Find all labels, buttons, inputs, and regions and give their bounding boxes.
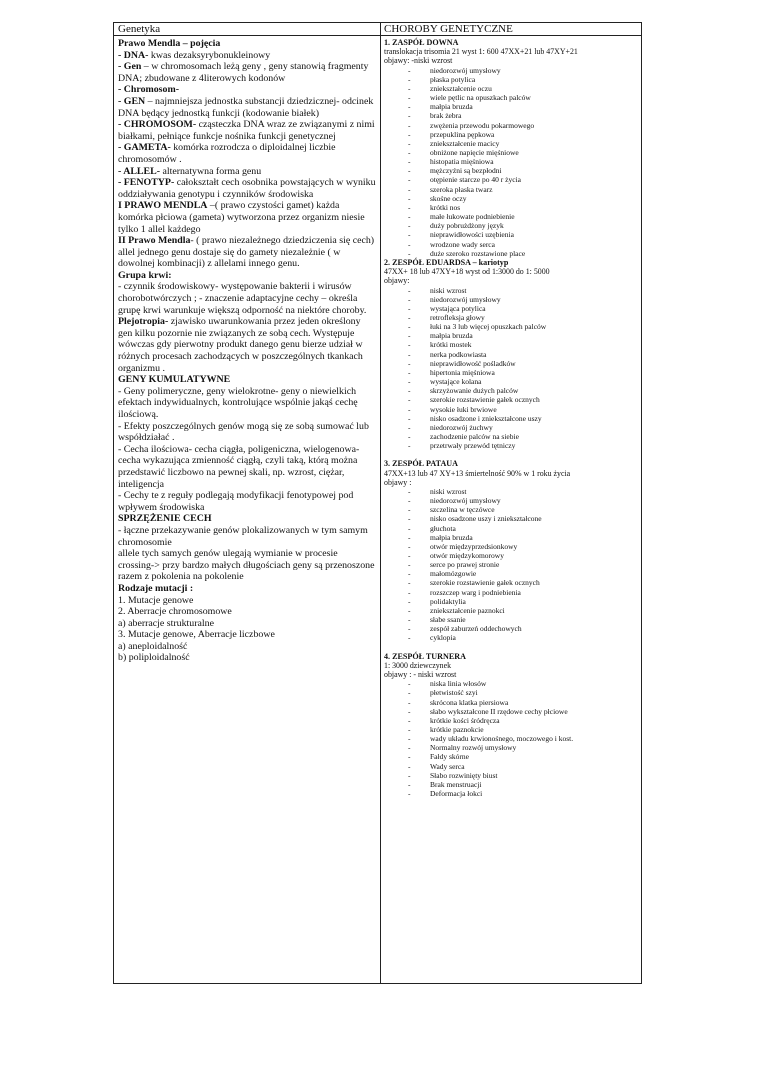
turner-info: 1: 3000 dziewczynek [384, 660, 452, 670]
mut-item: b) poliploidalność [118, 652, 190, 664]
symptom-item: - histopatia mięśniowa [384, 157, 639, 166]
symptom-item: - niedorozwój umysłowy [384, 295, 639, 304]
symptom-item: - zniekształcenie paznokci [384, 606, 639, 615]
edwards-info: 47XX+ 18 lub 47XY+18 wyst od 1:3000 do 1: 5000 [384, 267, 550, 277]
kumul-text-1: - Geny polimeryczne, geny wielokrotne- geny o niewielkich efektach indywidualnych, kontrolujące wspólnie jakąś cechę ilościową. [118, 385, 358, 420]
chromosom-entry: - Chromosom- [118, 84, 179, 96]
symptom-item: - zespół zaburzeń oddechowych [384, 624, 639, 633]
symptom-item: - otwór międzyprzedsionkowy [384, 542, 639, 551]
mut-item: 2. Aberracje chromosomowe [118, 606, 232, 618]
patau-info: 47XX+13 lub 47 XY+13 śmiertelność 90% w 1 roku życia [384, 468, 571, 478]
edwards-title: 2. ZESPÓŁ EDUARDSA – kariotyp [384, 257, 509, 267]
patau-title: 3. ZESPÓŁ PATAUA [384, 459, 458, 469]
blood-title: Grupa krwi: [118, 269, 172, 281]
symptom-item: - brak żebra [384, 111, 639, 120]
symptom-item: - małpia bruzda [384, 533, 639, 542]
diseases-column [384, 38, 639, 798]
kumul-text-3: - Cecha ilościowa- cecha ciągła, poligeniczna, wielogenowa- cecha wykazująca zmienność ciągłą, czyli taką, którą można przedstawić liczbowo na pewnej skali, np. wzrost, ciężar, inteligencja [118, 443, 360, 490]
gen2-entry: - GEN – najmniejsza jednostka substancji dziedzicznej- odcinek DNA będący jednostką funkcji (kodowanie białek) [118, 95, 374, 119]
allel-entry: - ALLEL- alternatywna forma genu [118, 165, 262, 177]
kumul-text-4: - Cechy te z reguły podlegają modyfikacji fenotypowej pod wpływem środowiska [118, 490, 354, 513]
symptom-item: - Deformacja łokci [384, 789, 639, 798]
edwards-symptoms-label: objawy: [384, 276, 410, 286]
symptom-item: - wiele pętlic na opuszkach palców [384, 93, 639, 102]
symptom-item: - nieprawidłowość pośladków [384, 359, 639, 368]
symptom-item: - skrzyżowanie dużych palców [384, 386, 639, 395]
symptom-item: - małpia bruzda [384, 102, 639, 111]
symptom-item: - szeroka płaska twarz [384, 185, 639, 194]
chromosom2-entry: - CHROMOSOM- cząsteczka DNA wraz ze związanymi z nimi białkami, pełniące funkcje nośnika funkcji genetycznej [118, 119, 375, 142]
symptom-item: - przepuklina pępkowa [384, 130, 639, 139]
symptom-item: - hipertonia mięśniowa [384, 368, 639, 377]
turner-symptom-list [384, 679, 639, 798]
down-symptoms-label: objawy: -niski wzrost [384, 56, 453, 66]
symptom-item: - słabe ssanie [384, 615, 639, 624]
symptom-item: - Słabo rozwinięty biust [384, 771, 639, 780]
column-divider [380, 23, 381, 983]
symptom-item: - krótki mostek [384, 340, 639, 349]
symptom-item: - małe łukowate podniebienie [384, 212, 639, 221]
mut-title: Rodzaje mutacji : [118, 582, 194, 594]
symptom-item: - Wady serca [384, 762, 639, 771]
symptom-item: - obniżone napięcie mięśniowe [384, 148, 639, 157]
gameta-entry: - GAMETA- komórka rozrodcza o diploidalnej liczbie chromosomów . [118, 142, 336, 165]
symptom-item: - niedorozwój umysłowy [384, 496, 639, 505]
symptom-item: - wysokie łuki brwiowe [384, 405, 639, 414]
header-genetyka: Genetyka [114, 23, 380, 36]
edwards-symptom-list [384, 286, 639, 451]
symptom-item: - skrócona klatka piersiowa [384, 698, 639, 707]
blood-text: - czynnik środowiskowy- występowanie bakterii i wirusów chorobotwórczych ; - znaczenie adaptacyjne cechy – określa grupę krwi warunkuje większą odporność na niektóre choroby. [118, 281, 367, 316]
symptom-item: - słabo wykształcone II rzędowe cechy płciowe [384, 707, 639, 716]
symptom-item: - małomózgowie [384, 569, 639, 578]
symptom-item: - retrofleksja głowy [384, 313, 639, 322]
symptom-item: - zwężenia przewodu pokarmowego [384, 121, 639, 130]
mut-item: a) aneploidalność [118, 640, 188, 652]
symptom-item: - małpia bruzda [384, 331, 639, 340]
symptom-item: - nisko osadzone i zniekształcone uszy [384, 414, 639, 423]
symptom-item: - głuchota [384, 524, 639, 533]
plejotropia-entry: Plejotropia- zjawisko uwarunkowania przez jeden określony gen kilku pozornie nie związanych ze sobą cech. Występuje wówczas gdy pierwotny produkt danego genu bierze udział w różnych procesach zachodzących w poszczególnych tkankach organizmu . [118, 316, 363, 374]
symptom-item: - Normalny rozwój umysłowy [384, 743, 639, 752]
kumul-text-2: - Efekty poszczególnych genów mogą się ze sobą sumować lub współdziałać . [118, 420, 369, 444]
turner-title: 4. ZESPÓŁ TURNERA [384, 651, 466, 661]
patau-symptoms-label: objawy : [384, 477, 412, 487]
symptom-item: - przetrwały przewód tętniczy [384, 441, 639, 450]
symptom-item: - szerokie rozstawienie gałek ocznych [384, 395, 639, 404]
symptom-item: - mężczyźni są bezpłodni [384, 166, 639, 175]
symptom-item: - wystająca potylica [384, 304, 639, 313]
mut-item: 3. Mutacje genowe, Aberracje liczbowe [118, 629, 275, 641]
symptom-item: - niski wzrost [384, 286, 639, 295]
symptom-item: - płaska potylica [384, 75, 639, 84]
fenotyp-entry: - FENOTYP- całokształt cech osobnika powstających w wyniku oddziaływania genotypu i czynników środowiska [118, 177, 376, 200]
mendel-law-2: II Prawo Mendla- ( prawo niezależnego dziedziczenia się cech) allel jednego genu dostaje się do gamety niezależnie ( w dowolnej kombinacji) z allelami innego genu. [118, 235, 375, 270]
symptom-item: - nieprawidłowości uzębienia [384, 230, 639, 239]
symptom-item: - zniekształcenie macicy [384, 139, 639, 148]
symptom-item: - niedorozwój umysłowy [384, 66, 639, 75]
sprz-title: SPRZĘŻENIE CECH [118, 513, 212, 525]
symptom-item: - polidaktylia [384, 597, 639, 606]
symptom-item: - płetwistość szyi [384, 688, 639, 697]
symptom-item: - skośne oczy [384, 194, 639, 203]
genetics-column [118, 38, 376, 664]
down-symptom-list [384, 66, 639, 258]
mut-item: a) aberracje strukturalne [118, 617, 214, 629]
symptom-item: - łuki na 3 lub więcej opuszkach palców [384, 322, 639, 331]
patau-symptom-list [384, 487, 639, 643]
symptom-item: - otępienie starcze po 40 r życia [384, 175, 639, 184]
symptom-item: - niska linia włosów [384, 679, 639, 688]
symptom-item: - niski wzrost [384, 487, 639, 496]
symptom-item: - wady układu krwionośnego, moczowego i kost. [384, 734, 639, 743]
symptom-item: - serce po prawej stronie [384, 560, 639, 569]
kumul-title: GENY KUMULATYWNE [118, 374, 231, 386]
symptom-item: - rozszczep warg i podniebienia [384, 588, 639, 597]
symptom-item: - wrodzone wady serca [384, 240, 639, 249]
mendel-title: Prawo Mendla – pojęcia [118, 38, 221, 49]
symptom-item: - Fałdy skórne [384, 752, 639, 761]
symptom-item: - duży pobrużdżony język [384, 221, 639, 230]
sprz-text-2: allele tych samych genów ulegają wymianie w procesie crossing-> przy bardzo małych długościach geny są przenoszone razem z pokolenia na pokolenie [118, 548, 375, 583]
symptom-item: - niedorozwój żuchwy [384, 423, 639, 432]
symptom-item: - wystające kolana [384, 377, 639, 386]
notes-table [113, 22, 642, 984]
dna-entry: - DNA- kwas dezaksyrybonukleinowy [118, 49, 271, 61]
symptom-item: - krótkie paznokcie [384, 725, 639, 734]
symptom-item: - zachodzenie palców na siebie [384, 432, 639, 441]
symptom-item: - Brak menstruacji [384, 780, 639, 789]
down-info: translokacja trisomia 21 wyst 1: 600 47XX+21 lub 47XY+21 [384, 47, 578, 57]
sprz-text-1: - łączne przekazywanie genów plokalizowanych w tym samym chromosomie [118, 524, 368, 548]
header-choroby: CHOROBY GENETYCZNE [380, 23, 641, 36]
gen-entry: - Gen – w chromosomach leżą geny , geny stanowią fragmenty DNA; zbudowane z 4literowych kodonów [118, 61, 369, 84]
symptom-item: - szczelina w tęczówce [384, 505, 639, 514]
symptom-item: - otwór międzykomorowy [384, 551, 639, 560]
down-title: 1. ZASPÓŁ DOWNA [384, 38, 459, 47]
symptom-item: - krótki nos [384, 203, 639, 212]
symptom-item: - nerka podkowiasta [384, 350, 639, 359]
mendel-law-1: I PRAWO MENDLA –( prawo czystości gamet) każda komórka płciowa (gameta) wytworzona przez organizm niesie tylko 1 allel każdego [118, 200, 365, 235]
mut-item: 1. Mutacje genowe [118, 594, 194, 606]
symptom-item: - cyklopia [384, 633, 639, 642]
turner-symptoms-label: objawy : - niski wzrost [384, 669, 457, 679]
symptom-item: - szerokie rozstawienie gałek ocznych [384, 578, 639, 587]
symptom-item: - nisko osadzone uszy i zniekształcone [384, 514, 639, 523]
symptom-item: - duże szeroko rozstawione place [384, 249, 639, 258]
symptom-item: - krótkie kości śródręcza [384, 716, 639, 725]
symptom-item: - zniekształcenie oczu [384, 84, 639, 93]
